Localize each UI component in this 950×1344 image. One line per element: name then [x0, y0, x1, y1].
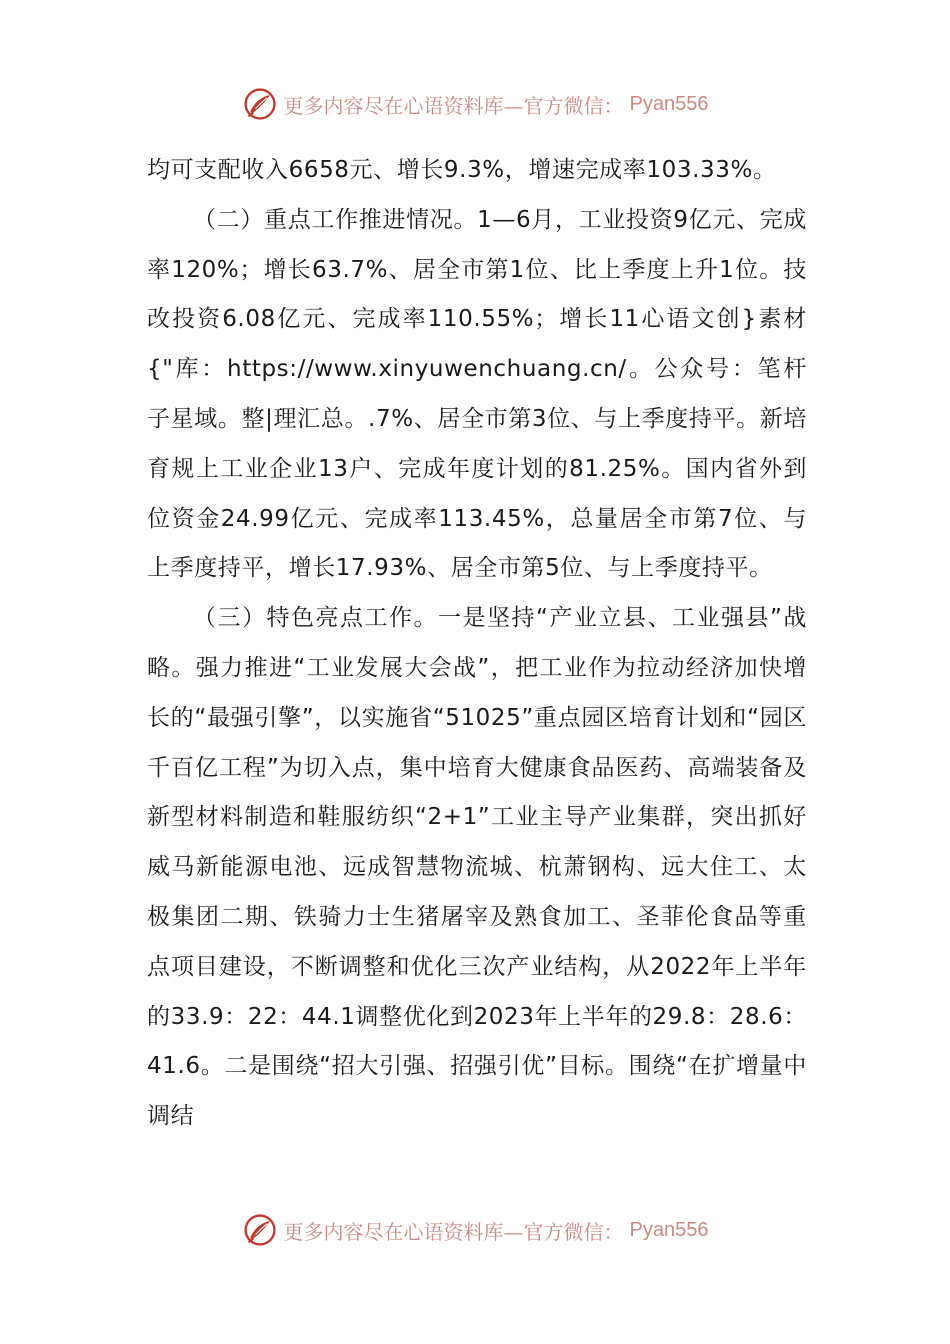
document-body	[147, 146, 807, 1142]
paragraph-income: 均可支配收入6658元、增长9.3%，增速完成率103.33%。	[147, 157, 777, 183]
watermark-text: 更多内容尽在心语资料库—官方微信：	[283, 1219, 624, 1244]
watermark-wechat-id: Pyan556	[629, 92, 709, 115]
pen-logo-icon	[242, 1212, 278, 1248]
paragraph-highlight-work: （三）特色亮点工作。一是坚持“产业立县、工业强县”战略。强力推进“工业发展大会战”，把工业作为拉动经济加快增长的“最强引擎”，以实施省“51025”重点园区培育计划和“园区千百亿工程”为切入点，集中培育大健康食品医药、高端装备及新型材料制造和鞋服纺织“2+1”工业主导产业集群，突出抓好威马新能源电池、远成智慧物流城、杭萧钢构、远大住工、太极集团二期、铁骑力士生猪屠宰及熟食加工、圣菲伦食品等重点项目建设，不断调整和优化三次产业结构，从2022年上半年的33.9：22：44.1调整优化到2023年上半年的29.8：28.6：41.6。二是围绕“招大引强、招强引优”目标。围绕“在扩增量中调结	[147, 605, 807, 1130]
watermark-wechat-id: Pyan556	[629, 1218, 709, 1241]
paragraph-key-work-progress: （二）重点工作推进情况。1—6月，工业投资9亿元、完成率120%；增长63.7%、居全市第1位、比上季度上升1位。技改投资6.08亿元、完成率110.55%；增长11心语文创}素材{"库：https://www.xinyuwenchuang.cn/。公众号：笔杆子星域。整|理汇总。.7%、居全市第3位、与上季度持平。新培育规上工业企业13户、完成年度计划的81.25%。国内省外到位资金24.99亿元、完成率113.45%，总量居全市第7位、与上季度持平，增长17.93%、居全市第5位、与上季度持平。	[147, 206, 807, 582]
pen-logo-icon	[242, 86, 278, 122]
watermark-footer	[0, 1210, 950, 1250]
watermark-header	[0, 84, 950, 124]
watermark-text: 更多内容尽在心语资料库—官方微信：	[283, 93, 624, 118]
